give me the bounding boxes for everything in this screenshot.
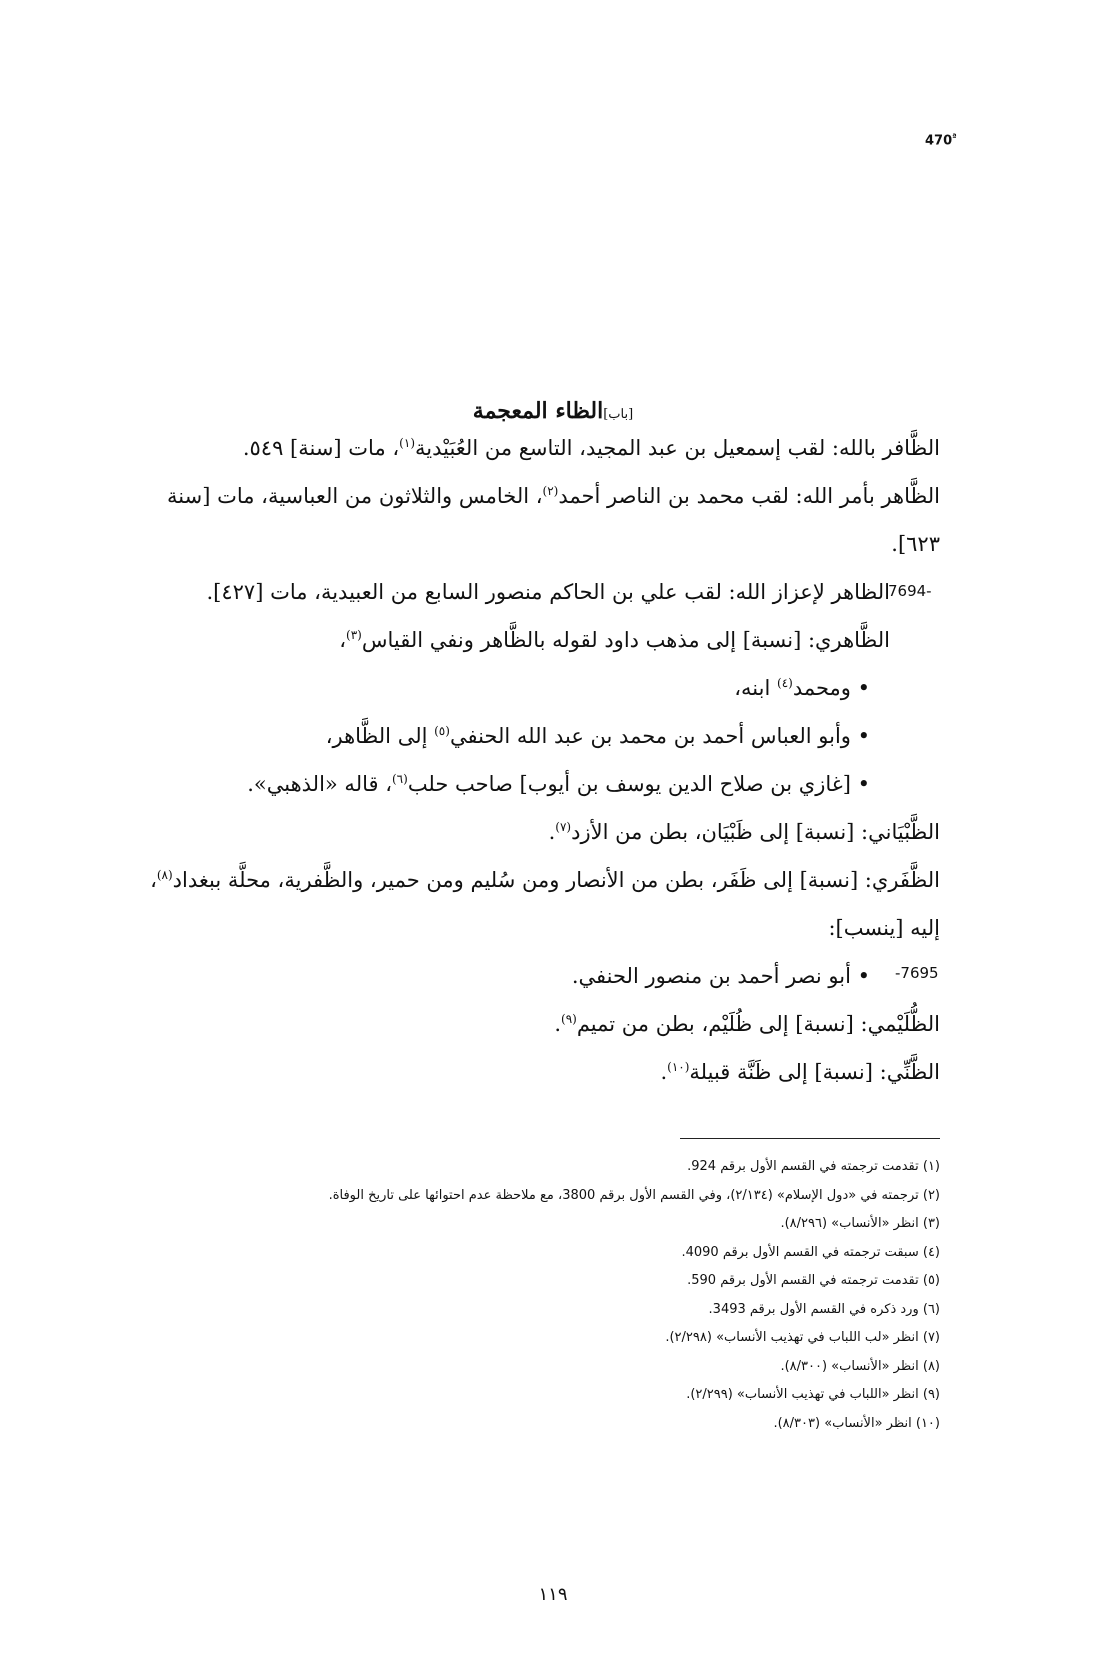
footnote-item: (١٠) انظر «الأنساب» (٨/٣٠٣).	[773, 1415, 940, 1431]
entry-text: الظُّلَيْمي: [نسبة] إلى ظُلَيْم، بطن من تميم	[576, 1012, 940, 1036]
entry-ghazi	[120, 760, 940, 808]
footnote-ref: (٨)	[156, 868, 173, 882]
footnote-ref: (١)	[399, 436, 415, 450]
footnote-item: (٢) ترجمته في «دول الإسلام» (٢/١٣٤)، وفي القسم الأول برقم 3800، مع ملاحظة عدم احتوائها على تاريخ الوفاة.	[328, 1187, 940, 1203]
entry-text: • [غازي بن صلاح الدين يوسف بن أيوب] صاحب حلب	[407, 772, 870, 796]
entry-text-after: .	[554, 1012, 561, 1036]
entry-zanni	[120, 1048, 940, 1096]
entry-zulaymi	[120, 1000, 940, 1048]
entry-text: • ومحمد	[792, 676, 870, 700]
heading-title: الظاء المعجمة	[472, 398, 604, 424]
footnotes	[90, 1153, 940, 1438]
entry-text: • وأبو العباس أحمد بن محمد بن عبد الله الحنفي	[449, 724, 870, 748]
entry-text: الظَّنِّي: [نسبة] إلى ظَنَّة قبيلة	[689, 1060, 940, 1084]
footnote-ref: (١٠)	[667, 1060, 690, 1074]
entry-abu-nasr	[120, 952, 940, 1000]
entry-text: الظَّبْيَاني: [نسبة] إلى ظَبْيَان، بطن من الأزد	[571, 820, 940, 844]
footnote-ref: (٢)	[542, 484, 559, 498]
footnote-item: (٦) ورد ذكره في القسم الأول برقم 3493.	[708, 1301, 940, 1317]
footnote-ref: (٣)	[346, 628, 362, 642]
footnote-item: (٨) انظر «الأنساب» (٨/٣٠٠).	[780, 1358, 940, 1374]
entry-text: • أبو نصر أحمد بن منصور الحنفي.	[571, 964, 870, 988]
entry-text-after: ، إليه [ينسب]:	[150, 868, 940, 940]
entry-number-7695: -7695	[895, 964, 939, 982]
entry-zafari	[120, 856, 940, 952]
entry-text-after: .	[660, 1060, 668, 1084]
entry-zahir-liizaz	[120, 568, 940, 616]
footnote-ref: (٧)	[555, 820, 572, 834]
footnote-item: (٣) انظر «الأنساب» (٨/٢٩٦).	[780, 1216, 940, 1231]
entry-zahir-biamr	[120, 472, 940, 568]
top-number-mark: ª	[952, 132, 957, 141]
entry-text: الظاهر لإعزاز الله: لقب علي بن الحاكم منصور السابع من العبيدية، مات [٤٢٧].	[206, 580, 890, 604]
footnote-ref: (٤)	[777, 676, 793, 690]
top-number-text: 470	[925, 133, 953, 149]
entry-text-after: ، مات [سنة] ٥٤٩.	[242, 436, 400, 460]
entries-body	[120, 424, 940, 1096]
entry-abu-alabbas	[120, 712, 940, 760]
entry-text-after: ، قاله «الذهبي».	[247, 772, 392, 796]
footnote-ref: (٦)	[391, 772, 408, 786]
top-margin-number	[925, 132, 957, 148]
entry-text-after: .	[548, 820, 556, 844]
entry-muhammad	[120, 664, 940, 712]
footnote-item: (١) تقدمت ترجمته في القسم الأول برقم 924.	[687, 1159, 940, 1174]
footnote-item: (٧) انظر «لب اللباب في تهذيب الأنساب» (٢/٢٩٨).	[665, 1330, 940, 1345]
footnote-item: (٩) انظر «اللباب في تهذيب الأنساب» (٢/٢٩٩).	[686, 1387, 940, 1402]
entry-text: الظَّفَري: [نسبة] إلى ظَفَر، بطن من الأنصار ومن سُليم ومن حمير، والظَّفرية، محلَّة ببغداد	[172, 868, 940, 892]
entry-zabyani	[120, 808, 940, 856]
footnote-item: (٤) سبقت ترجمته في القسم الأول برقم 4090.	[681, 1244, 940, 1260]
entry-text-after: إلى الظَّاهر،	[325, 724, 435, 748]
footnote-item: (٥) تقدمت ترجمته في القسم الأول برقم 590.	[687, 1273, 940, 1288]
entry-zafir-billah	[120, 424, 940, 472]
entry-number-7694: 7694-	[888, 582, 932, 600]
entry-text: الظَّاهري: [نسبة] إلى مذهب داود لقوله بالظَّاهر ونفي القياس	[361, 628, 890, 652]
entry-text-after: ابنه،	[734, 676, 777, 700]
page-number: ١١٩	[538, 1584, 568, 1605]
entry-text-after: ،	[339, 628, 346, 652]
footnote-divider	[680, 1138, 940, 1139]
entry-text: الظَّافر بالله: لقب إسمعيل بن عبد المجيد، التاسع من العُبَيْدية	[415, 436, 940, 460]
footnote-ref: (٩)	[561, 1012, 577, 1026]
entry-text-after: ، الخامس والثلاثون من العباسية، مات [سنة ٦٢٣].	[167, 484, 940, 556]
heading-prefix: [باب]	[603, 407, 634, 422]
entry-text: الظَّاهر بأمر الله: لقب محمد بن الناصر أحمد	[558, 484, 940, 508]
footnote-ref: (٥)	[434, 724, 450, 738]
section-heading	[0, 398, 1106, 424]
entry-zahiri	[120, 616, 940, 664]
